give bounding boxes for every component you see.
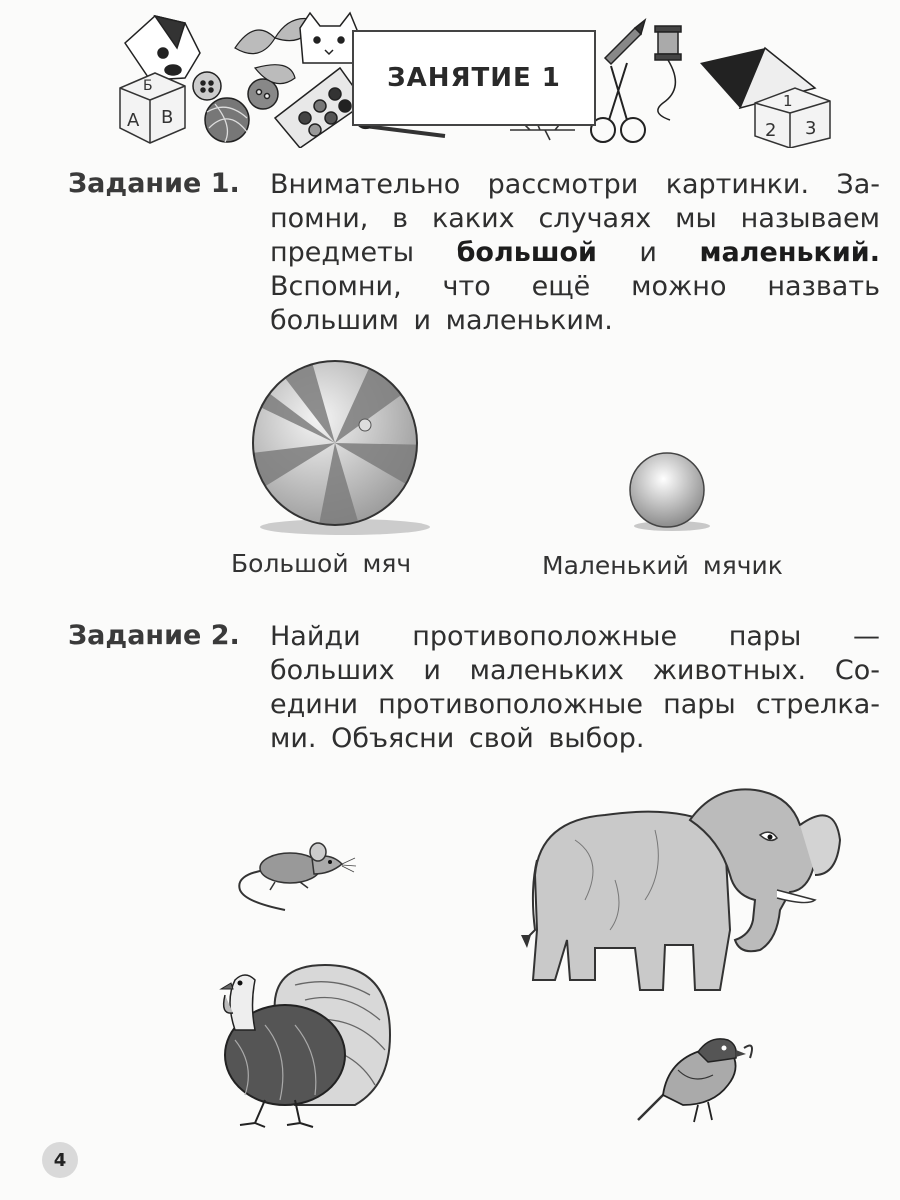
page-number: 4	[42, 1142, 78, 1178]
task1-line-3	[270, 236, 880, 270]
lesson-title-box	[352, 30, 596, 126]
small-ball-illustration	[622, 450, 712, 535]
thread-spool-icon	[655, 26, 681, 120]
pencil-icon	[605, 20, 645, 64]
lesson-title: ЗАНЯТИЕ 1	[387, 63, 561, 93]
task1-line-1: Внимательно рассмотри картинки. За-	[270, 169, 880, 200]
cat-icon	[300, 13, 357, 63]
task1-text	[270, 168, 880, 338]
scissors-icon	[591, 63, 645, 142]
big-ball-illustration	[235, 355, 435, 540]
word-big: большой	[456, 237, 597, 268]
task2-line-1: Найди противоположные пары —	[270, 621, 880, 652]
elephant-illustration[interactable]	[515, 780, 850, 1005]
task2-line-3: едини противоположные пары стрелка-	[270, 689, 880, 720]
task1-conj: и	[639, 237, 657, 268]
task1-line-5: большим и маленьким.	[270, 305, 613, 336]
dog-icon	[125, 16, 200, 80]
task1-label: Задание 1.	[68, 168, 240, 199]
task2-text	[270, 620, 880, 756]
turkey-illustration[interactable]	[195, 955, 405, 1130]
task1-line3-prefix: предметы	[270, 237, 415, 268]
task1-line-2: помни, в каких случаях мы называем	[270, 203, 880, 234]
small-ball-caption: Маленький мячик	[542, 551, 783, 580]
task2-label: Задание 2.	[68, 620, 240, 651]
svg-text:А: А	[127, 110, 140, 131]
mouse-illustration[interactable]	[230, 830, 360, 915]
svg-text:3: 3	[805, 118, 817, 139]
svg-text:В: В	[161, 107, 174, 128]
task2-line-4: ми. Объясни свой выбор.	[270, 723, 645, 754]
big-ball-caption: Большой мяч	[231, 549, 412, 578]
word-small-period: .	[869, 237, 880, 268]
svg-text:1: 1	[783, 92, 793, 110]
word-small: маленький	[699, 237, 870, 268]
letter-blocks-icon	[120, 73, 185, 143]
task2-line-2: больших и маленьких животных. Со-	[270, 655, 880, 686]
task1-line-4: Вспомни, что ещё можно назвать	[270, 271, 880, 302]
sparrow-illustration[interactable]	[628, 1030, 758, 1130]
yarn-ball-icon	[205, 98, 249, 142]
svg-text:2: 2	[765, 120, 777, 141]
svg-text:Б: Б	[143, 78, 153, 94]
